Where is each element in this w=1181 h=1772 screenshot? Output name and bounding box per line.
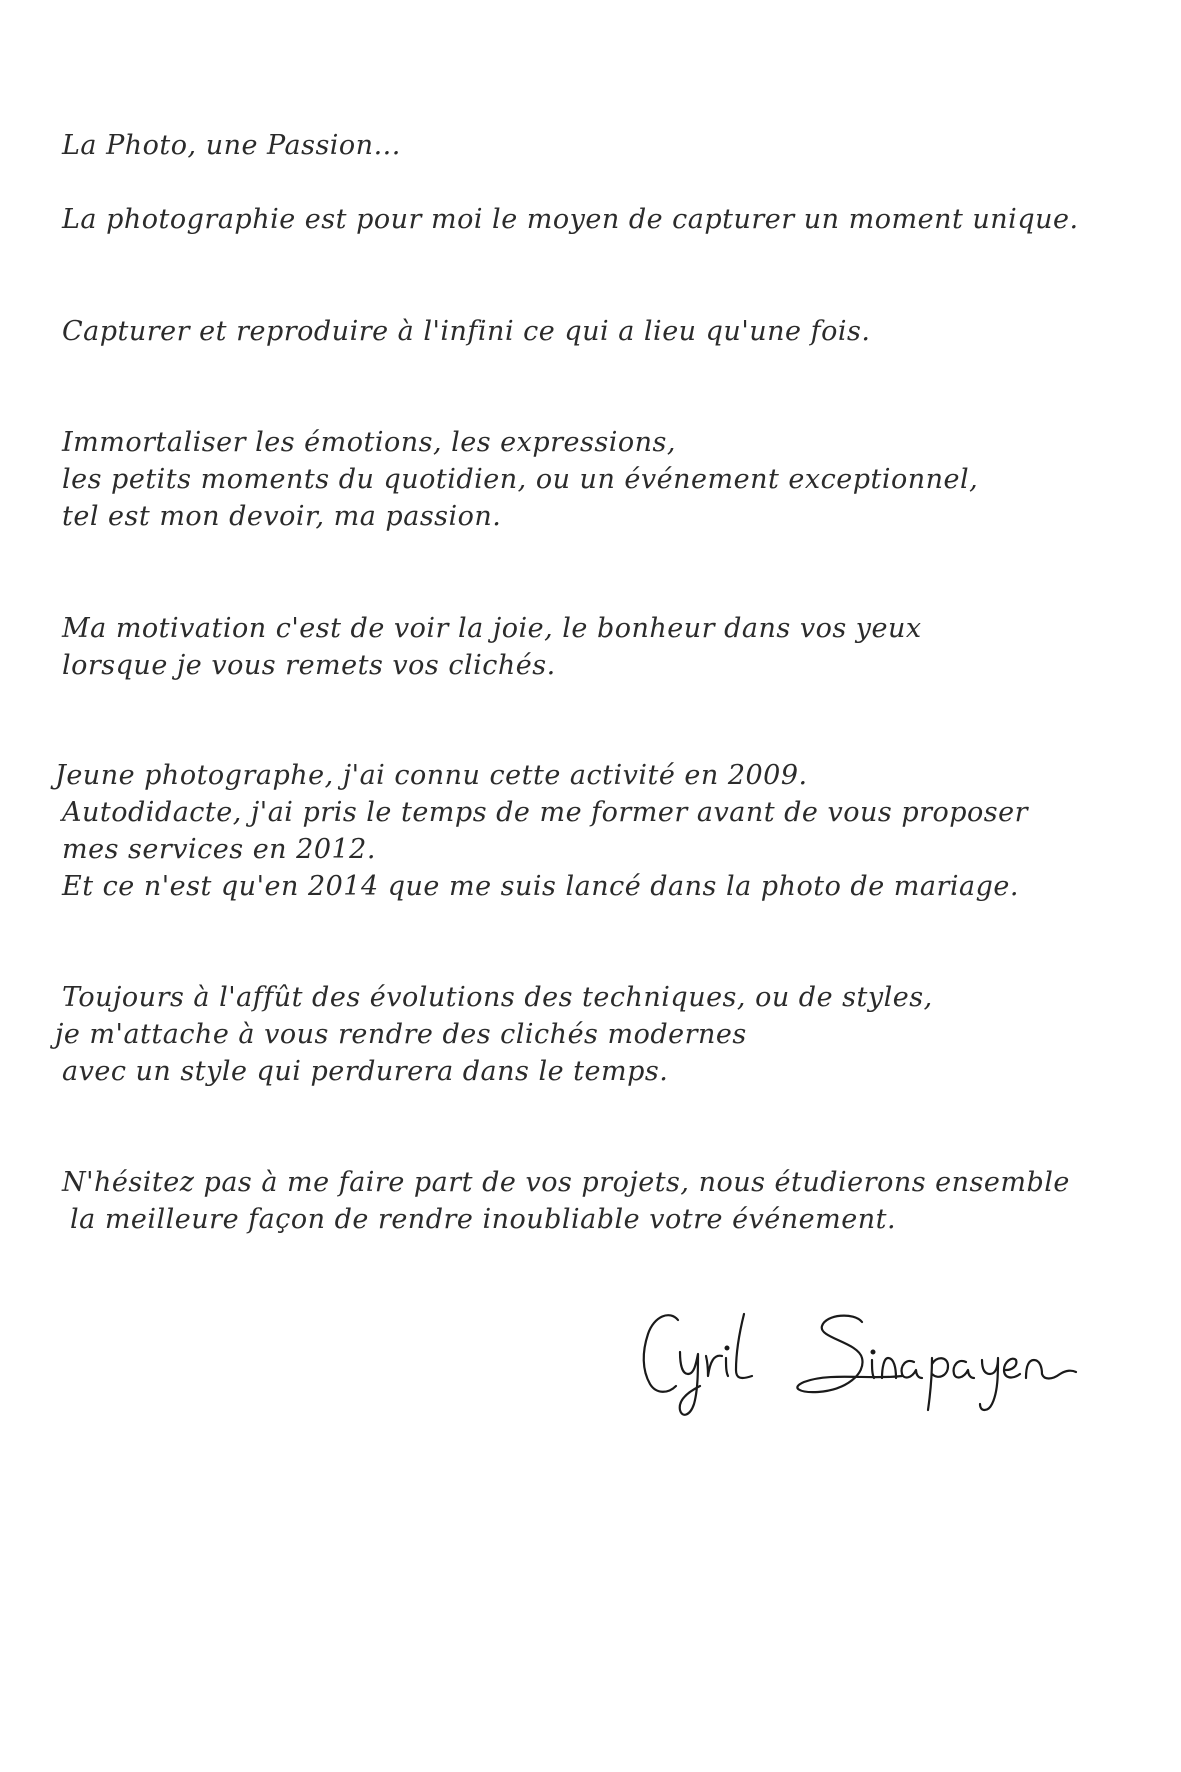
paragraph-7-line-1: N'hésitez pas à me faire part de vos projets, nous étudierons ensemble bbox=[62, 1167, 1070, 1198]
handwritten-signature bbox=[640, 1300, 1080, 1430]
paragraph-7-line-2: la meilleure façon de rendre inoubliable votre événement. bbox=[70, 1204, 897, 1235]
paragraph-3-line-1: Immortaliser les émotions, les expressions, bbox=[62, 427, 676, 458]
paragraph-4-line-1: Ma motivation c'est de voir la joie, le bonheur dans vos yeux bbox=[62, 613, 922, 644]
paragraph-5-line-2: Autodidacte, j'ai pris le temps de me former avant de vous proposer bbox=[62, 797, 1029, 828]
letter-heading: La Photo, une Passion... bbox=[62, 130, 401, 161]
paragraph-1-line-1: La photographie est pour moi le moyen de capturer un moment unique. bbox=[62, 204, 1079, 235]
paragraph-6-line-1: Toujours à l'affût des évolutions des techniques, ou de styles, bbox=[62, 982, 933, 1013]
paragraph-3-line-2: les petits moments du quotidien, ou un événement exceptionnel, bbox=[62, 464, 979, 495]
paragraph-6-line-2: je m'attache à vous rendre des clichés modernes bbox=[55, 1019, 747, 1050]
paragraph-5-line-4: Et ce n'est qu'en 2014 que me suis lancé dans la photo de mariage. bbox=[62, 871, 1019, 902]
paragraph-5-line-1: Jeune photographe, j'ai connu cette activité en 2009. bbox=[55, 760, 808, 791]
paragraph-3-line-3: tel est mon devoir, ma passion. bbox=[62, 501, 502, 532]
paragraph-5-line-3: mes services en 2012. bbox=[62, 834, 376, 865]
paragraph-4-line-2: lorsque je vous remets vos clichés. bbox=[62, 650, 556, 681]
paragraph-6-line-3: avec un style qui perdurera dans le temps. bbox=[62, 1056, 669, 1087]
paragraph-2-line-1: Capturer et reproduire à l'infini ce qui a lieu qu'une fois. bbox=[62, 316, 871, 347]
